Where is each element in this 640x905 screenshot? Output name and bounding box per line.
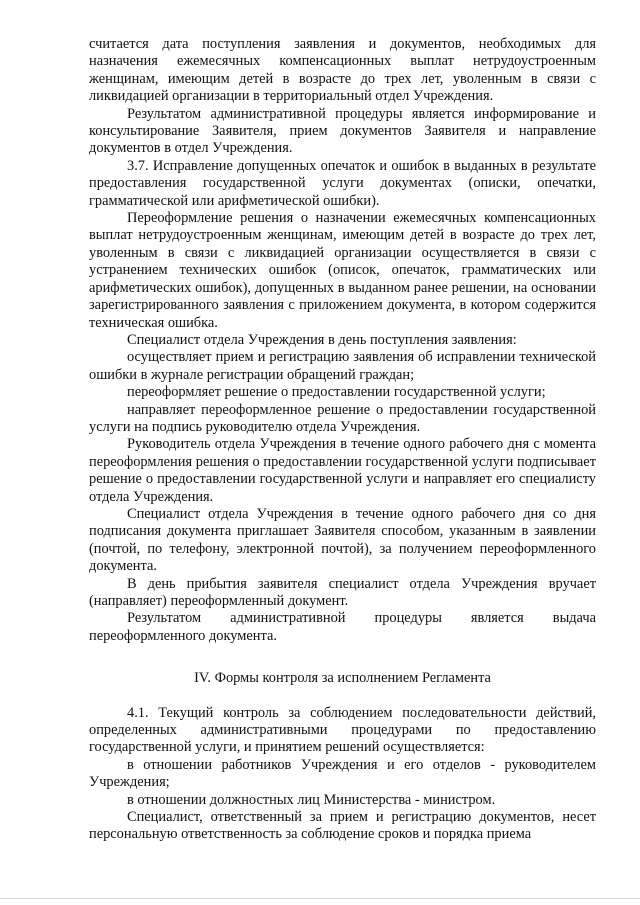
paragraph-13: 4.1. Текущий контроль за соблюдением последовательности действий, определенных административными процедурами по предоставлению государственной услуги, и принятием решений осуществляется: (89, 704, 596, 756)
paragraph-14: в отношении работников Учреждения и его отделов - руководителем Учреждения; (89, 756, 596, 791)
section-heading: IV. Формы контроля за исполнением Регламента (194, 670, 491, 687)
paragraph-3: 3.7. Исправление допущенных опечаток и ошибок в выданных в результате предоставления государственной услуги документах (описки, опечатки, грамматической или арифметической ошибки). (89, 157, 596, 209)
paragraph-2: Результатом административной процедуры является информирование и консультирование Заявителя, прием документов Заявителя и направление документов в отдел Учреждения. (89, 105, 596, 157)
paragraph-15: в отношении должностных лиц Министерства - министром. (127, 791, 496, 808)
paragraph-1: считается дата поступления заявления и документов, необходимых для назначения ежемесячных компенсационных выплат нетрудоустроенным женщинам, имеющим детей в возрасте до трех лет, уволенным в связи с ликвидацией организации в территориальный отдел Учреждения. (89, 36, 596, 105)
document-body (89, 36, 596, 844)
paragraph-6: осуществляет прием и регистрацию заявления об исправлении технической ошибки в журнале регистрации обращений граждан; (89, 349, 596, 383)
page-edge-line (0, 898, 640, 899)
paragraph-11: В день прибытия заявителя специалист отдела Учреждения вручает (направляет) переоформленный документ. (89, 575, 596, 609)
paragraph-12: Результатом административной процедуры является выдача переоформленного документа. (89, 610, 596, 644)
paragraph-16: Специалист, ответственный за прием и регистрацию документов, несет персональную ответственность за соблюдение сроков и порядка приема (89, 809, 596, 843)
paragraph-10: Специалист отдела Учреждения в течение одного рабочего дня со дня подписания документа приглашает Заявителя способом, указанным в заявлении (почтой, по телефону, электронной почтой), за получением переоформленного документа. (89, 505, 596, 575)
paragraph-4: Переоформление решения о назначении ежемесячных компенсационных выплат нетрудоустроенным женщинам, имеющим детей в возрасте до трех лет, уволенным в связи с ликвидацией организации осуществляется в связи с устранением технических ошибок (описок, опечаток, грамматических или арифметических ошибок), допущенных в выданном ранее решении, на основании зарегистрированного заявления с приложением документа, в котором содержится техническая ошибка. (89, 210, 596, 331)
paragraph-7: переоформляет решение о предоставлении государственной услуги; (127, 384, 546, 401)
paragraph-5: Специалист отдела Учреждения в день поступления заявления: (127, 331, 517, 348)
paragraph-8: направляет переоформленное решение о предоставлении государственной услуги на подпись руководителю отдела Учреждения. (89, 401, 596, 435)
paragraph-9: Руководитель отдела Учреждения в течение одного рабочего дня с момента переоформления решения о предоставлении государственной услуги подписывает решение о предоставлении государственной услуги и направляет его специалисту отдела Учреждения. (89, 436, 596, 505)
